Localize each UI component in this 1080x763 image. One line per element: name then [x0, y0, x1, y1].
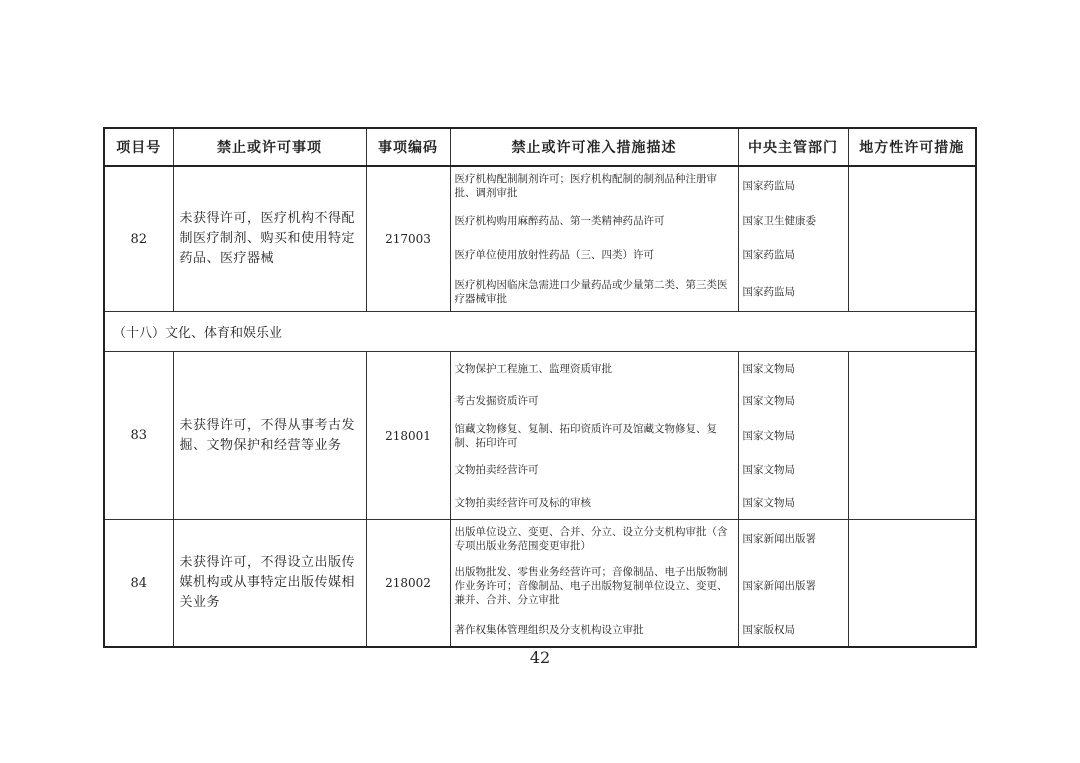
measure-text: 出版单位设立、变更、合并、分立、设立分支机构审批（含专项出版业务范围变更审批）: [454, 526, 728, 552]
measure-text: 医疗机构购用麻醉药品、第一类精神药品许可: [454, 215, 665, 227]
row-id: 82: [104, 166, 173, 312]
table-row: [104, 520, 976, 648]
measure-dept: 国家药监局: [742, 249, 795, 261]
measure-text: 医疗机构因临床急需进口少量药品或少量第二类、第三类医疗器械审批: [454, 278, 728, 305]
row-local-measures: [848, 166, 976, 312]
measure-dept: 国家药监局: [742, 179, 795, 192]
measure-dept: 国家卫生健康委: [742, 215, 816, 227]
row-id: 84: [104, 520, 173, 648]
row-item: 未获得许可，不得设立出版传媒机构或从事特定出版传媒相关业务: [173, 520, 366, 648]
section-row: [104, 312, 976, 352]
measure-text: 医疗机构配制制剂许可；医疗机构配制的制剂品种注册审批、调剂审批: [454, 172, 717, 199]
header-local-measures: 地方性许可措施: [848, 128, 976, 166]
row-departments: [738, 166, 848, 312]
measure-dept: 国家文物局: [742, 395, 795, 407]
row-code: 218002: [366, 520, 450, 648]
measure-dept: 国家新闻出版署: [742, 533, 816, 545]
row-id: 83: [104, 352, 173, 520]
row-measures: [450, 166, 738, 312]
row-departments: [738, 352, 848, 520]
measure-text: 文物拍卖经营许可: [454, 464, 539, 476]
measure-text: 文物拍卖经营许可及标的审核: [454, 496, 591, 509]
permit-table: [103, 127, 977, 648]
measure-dept: 国家文物局: [742, 362, 795, 375]
header-measures: 禁止或许可准入措施描述: [450, 128, 738, 166]
measure-text: 文物保护工程施工、监理资质审批: [454, 362, 612, 375]
measure-text: 著作权集体管理组织及分支机构设立审批: [454, 624, 644, 636]
row-item: 未获得许可，不得从事考古发掘、文物保护和经营等业务: [173, 352, 366, 520]
row-local-measures: [848, 352, 976, 520]
table-row: [104, 166, 976, 312]
section-title: （十八）文化、体育和娱乐业: [104, 312, 976, 352]
header-code: 事项编码: [366, 128, 450, 166]
measure-text: 出版物批发、零售业务经营许可；音像制品、电子出版物制作业务许可；音像制品、电子出版物复制单位设立、变更、兼并、合并、分立审批: [454, 566, 728, 606]
measure-dept: 国家文物局: [742, 496, 795, 509]
row-item: 未获得许可，医疗机构不得配制医疗制剂、购买和使用特定药品、医疗器械: [173, 166, 366, 312]
row-local-measures: [848, 520, 976, 648]
header-item: 禁止或许可事项: [173, 128, 366, 166]
measure-text: 医疗单位使用放射性药品（三、四类）许可: [454, 249, 654, 261]
header-project-number: 项目号: [104, 128, 173, 166]
row-code: 218001: [366, 352, 450, 520]
measure-text: 馆藏文物修复、复制、拓印资质许可及馆藏文物修复、复制、拓印许可: [454, 422, 717, 449]
measure-dept: 国家新闻出版署: [742, 580, 816, 592]
measure-text: 考古发掘资质许可: [454, 395, 539, 407]
page-number: 42: [529, 648, 551, 667]
row-departments: [738, 520, 848, 648]
row-measures: [450, 352, 738, 520]
table-row: [104, 352, 976, 520]
table-header-row: [104, 128, 976, 166]
measure-dept: 国家药监局: [742, 285, 795, 298]
row-code: 217003: [366, 166, 450, 312]
measure-dept: 国家文物局: [742, 429, 795, 442]
measure-dept: 国家版权局: [742, 624, 795, 636]
measure-dept: 国家文物局: [742, 464, 795, 476]
header-central-dept: 中央主管部门: [738, 128, 848, 166]
row-measures: [450, 520, 738, 648]
